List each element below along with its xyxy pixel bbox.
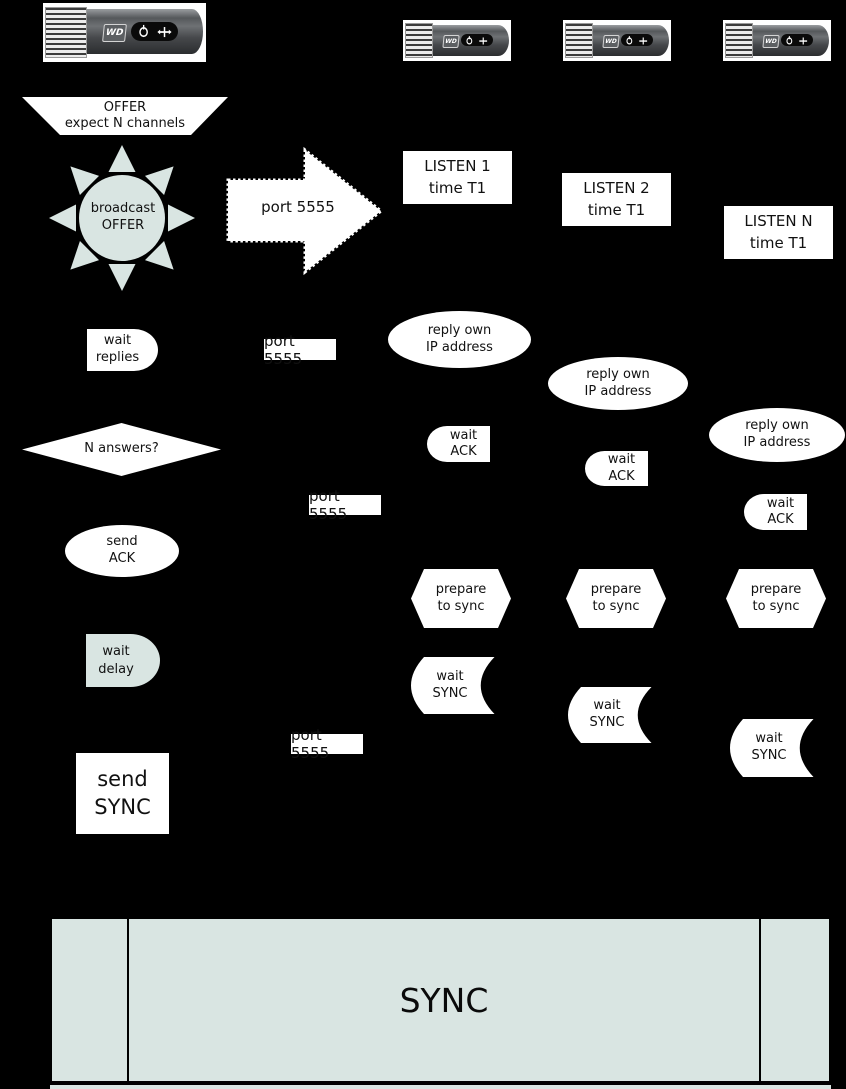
wd-device-photo-sender: [43, 3, 206, 62]
power-and-nav-icons: [461, 34, 492, 47]
wait-sync-n-line2: SYNC: [751, 748, 787, 763]
wait-sync-2-line2: SYNC: [589, 715, 625, 730]
wd-device-photo-receiver-n: [723, 20, 831, 61]
reply-ip-2-line2: IP address: [584, 383, 652, 399]
broadcast-label-line1: broadcast: [90, 201, 156, 217]
port-label-2-text: port 5555: [309, 487, 348, 523]
reply-ip-n-line2: IP address: [743, 435, 811, 450]
send-ack-step: [65, 525, 179, 577]
sync-bar-text: SYNC: [399, 980, 489, 1020]
prepare-n-line2: to sync: [752, 598, 800, 614]
listen-2-line2: time T1: [587, 200, 646, 219]
send-ack-line1: send: [106, 534, 138, 550]
reply-ip-n-step: [709, 408, 845, 462]
prepare-sync-n-step: [726, 569, 826, 628]
wait-ack-2-step: [585, 451, 648, 486]
device-buttons: [621, 34, 652, 47]
port-label-1-text: port 5555: [264, 331, 303, 368]
wait-replies-step: [87, 329, 158, 371]
prepare-1-line2: to sync: [437, 598, 485, 614]
wait-ack-n-step: [744, 494, 807, 530]
arrow-port-text: port 5555: [261, 198, 335, 217]
wait-delay-line1: wait: [102, 643, 130, 659]
broadcast-offer-step: [48, 142, 198, 294]
listen-n-line1: LISTEN N: [744, 211, 813, 230]
sync-bar-label: [129, 917, 759, 1083]
port-label-2: [309, 487, 381, 523]
wait-sync-2-line1: wait: [593, 698, 621, 714]
wait-sync-1-line1: wait: [436, 668, 464, 684]
n-answers-decision: [22, 423, 221, 476]
wd-logo: WD: [102, 24, 127, 42]
wait-delay-step: [86, 634, 160, 687]
device-rear-label: [725, 23, 753, 59]
listen-n-line2: time T1: [749, 233, 808, 252]
wait-sync-1-step: [411, 657, 495, 714]
prepare-2-line1: prepare: [590, 581, 642, 597]
broadcast-label-line2: OFFER: [101, 218, 145, 233]
listen-1-step: [403, 151, 512, 204]
device-rear-label: [45, 7, 86, 57]
offer-label-line1: OFFER: [103, 99, 147, 115]
reply-ip-1-step: [388, 311, 531, 368]
reply-ip-2-step: [548, 357, 688, 410]
wait-ack-1-line2: ACK: [450, 444, 477, 459]
wait-delay-line2: delay: [98, 661, 134, 677]
port-label-3: [291, 726, 363, 762]
listen-1-line1: LISTEN 1: [424, 156, 491, 175]
power-and-nav-icons: [621, 34, 652, 47]
reply-ip-1-line2: IP address: [426, 339, 493, 355]
sync-bar-divider-right: [759, 917, 761, 1083]
reply-ip-2-line1: reply own: [586, 366, 650, 382]
device-buttons: [461, 34, 492, 47]
prepare-1-line1: prepare: [435, 581, 487, 597]
device-rear-label: [565, 23, 593, 59]
port-label-3-text: port 5555: [291, 726, 330, 762]
send-ack-line2: ACK: [108, 551, 136, 566]
offer-label-line2: expect N channels: [64, 116, 186, 131]
wd-logo: WD: [762, 35, 779, 48]
prepare-sync-2-step: [566, 569, 666, 628]
wait-replies-line1: wait: [103, 333, 132, 349]
prepare-sync-1-step: [411, 569, 511, 628]
reply-ip-1-line1: reply own: [427, 322, 492, 338]
listen-2-step: [562, 173, 671, 226]
wd-logo: WD: [442, 35, 459, 48]
wait-sync-n-step: [730, 719, 814, 777]
prepare-2-line2: to sync: [592, 598, 640, 614]
wait-ack-1-step: [427, 426, 490, 462]
wait-replies-line2: replies: [95, 350, 140, 365]
send-sync-line1: send: [97, 767, 148, 792]
wait-ack-2-line1: wait: [607, 452, 636, 468]
broadcast-arrow: [226, 148, 384, 274]
wd-logo: WD: [602, 35, 619, 48]
wait-sync-1-line2: SYNC: [432, 685, 468, 701]
arrow-port-label: [248, 197, 348, 219]
wait-sync-n-line1: wait: [755, 731, 783, 747]
port-label-1: [264, 331, 336, 368]
wait-ack-1-line1: wait: [449, 427, 478, 443]
wait-ack-n-line2: ACK: [767, 512, 794, 527]
device-buttons: [781, 34, 812, 47]
device-rear-label: [405, 23, 433, 59]
wait-sync-2-step: [568, 687, 652, 743]
wd-device-photo-receiver-1: [403, 20, 511, 61]
power-and-nav-icons: [781, 34, 812, 47]
wait-ack-2-line2: ACK: [608, 468, 635, 484]
reply-ip-n-line1: reply own: [745, 418, 809, 434]
power-and-nav-icons: [131, 22, 178, 40]
device-buttons: [131, 22, 178, 40]
wd-device-photo-receiver-2: [563, 20, 671, 61]
listen-n-step: [724, 206, 833, 259]
listen-1-line2: time T1: [428, 178, 487, 197]
wait-ack-n-line1: wait: [766, 495, 795, 511]
listen-2-line1: LISTEN 2: [583, 178, 650, 197]
offer-step: [22, 97, 228, 135]
send-sync-step: [76, 753, 169, 834]
prepare-n-line1: prepare: [750, 581, 802, 597]
n-answers-text: N answers?: [84, 441, 159, 457]
send-sync-line2: SYNC: [94, 794, 151, 819]
sync-bar-bottom-strip: [50, 1085, 831, 1089]
